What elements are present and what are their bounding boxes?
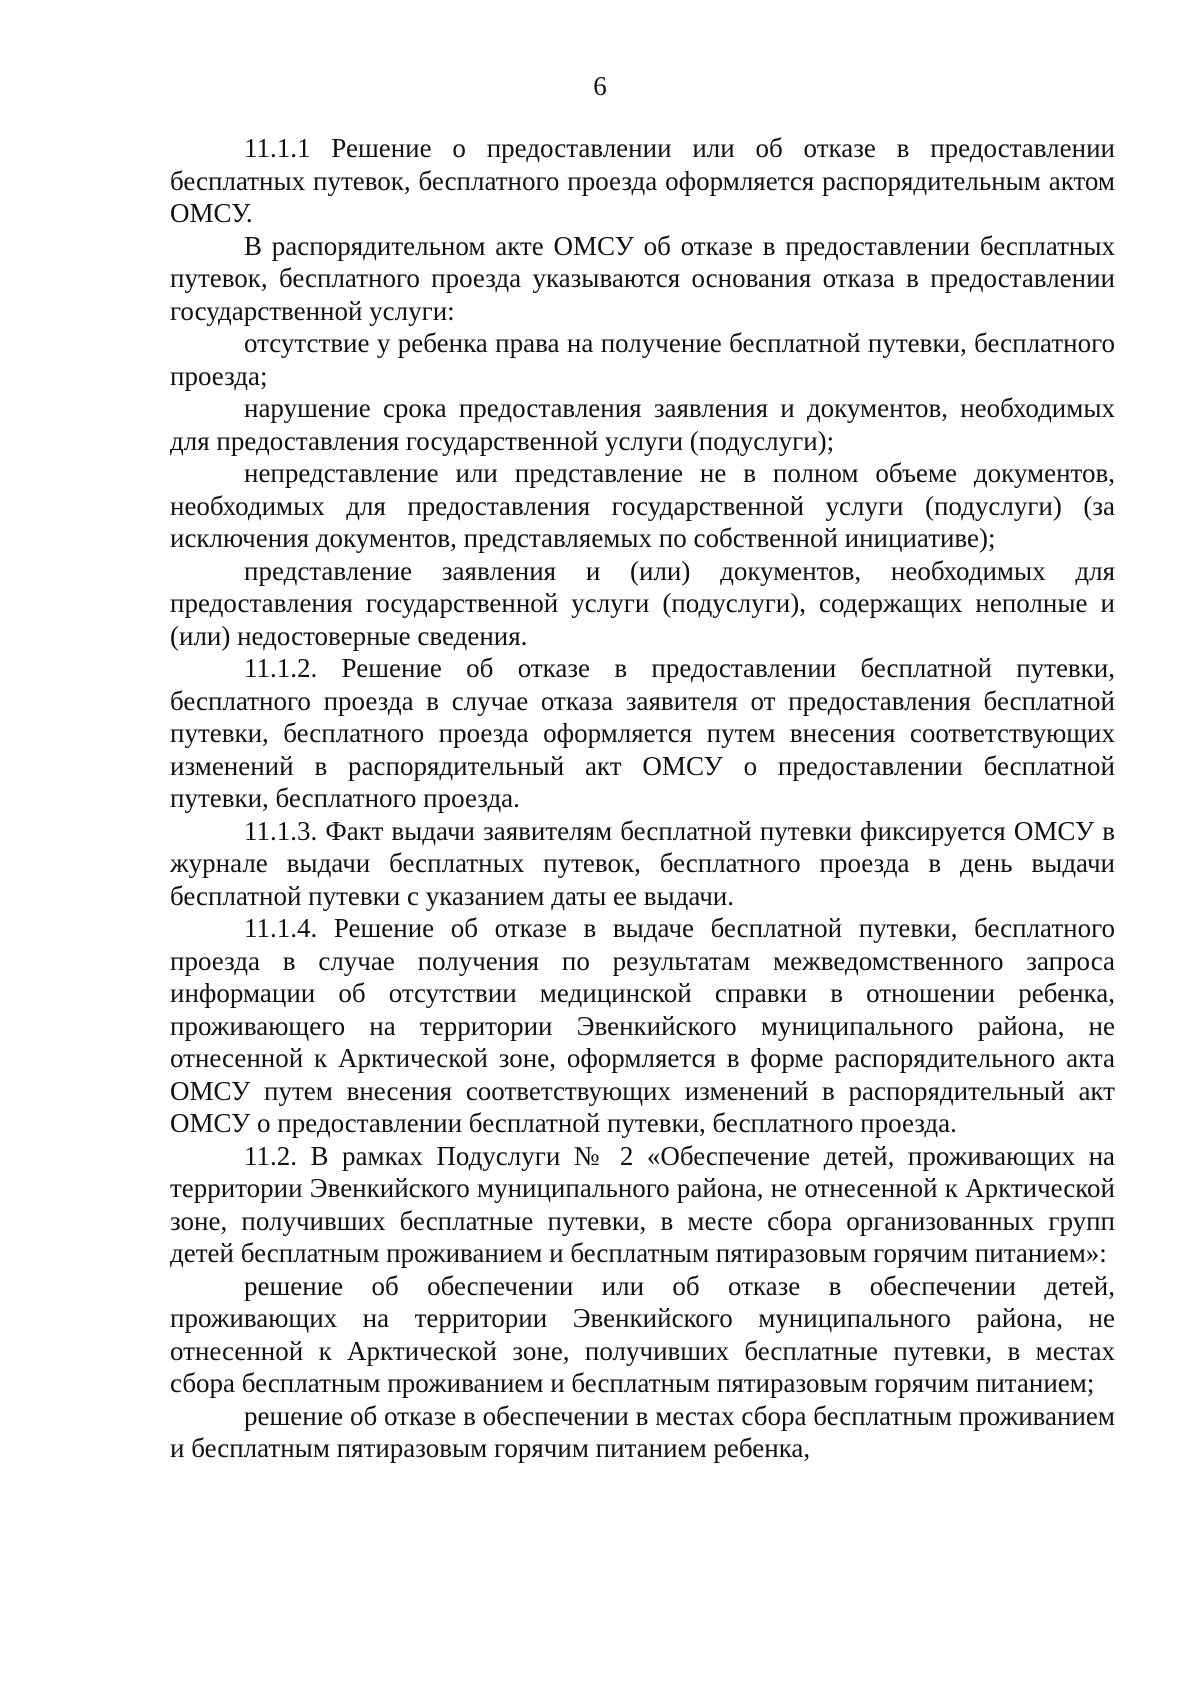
paragraph-no-right: отсутствие у ребенка права на получение бесплатной путевки, бесплатного проезда;	[170, 328, 1115, 391]
paragraph-refusal-decision: решение об отказе в обеспечении в местах сбора бесплатным проживанием и бесплатным пятиразовым горячим питанием ребенка,	[170, 1400, 1115, 1463]
document-body	[170, 132, 1115, 1465]
paragraph-unreliable-information: представление заявления и (или) документов, необходимых для предоставления государственной услуги (подуслуги), содержащих неполные и (или) недостоверные сведения.	[170, 555, 1115, 651]
paragraph-11-1-2: 11.1.2. Решение об отказе в предоставлении бесплатной путевки, бесплатного проезда в случае отказа заявителя от предоставления бесплатной путевки, бесплатного проезда оформляется путем внесения соответствующих изменений в распорядительный акт ОМСУ о предоставлении бесплатной путевки, бесплатного проезда.	[170, 653, 1115, 813]
page-number: 6	[593, 71, 607, 101]
paragraph-11-2: 11.2. В рамках Подуслуги № 2 «Обеспечение детей, проживающих на территории Эвенкийского муниципального района, не отнесенной к Арктической зоне, получивших бесплатные путевки, в месте сбора организованных групп детей бесплатным проживанием и бесплатным пятиразовым горячим питанием»:	[170, 1140, 1115, 1268]
paragraph-refusal-grounds-intro: В распорядительном акте ОМСУ об отказе в предоставлении бесплатных путевок, бесплатного проезда указываются основания отказа в предоставлении государственной услуги:	[170, 230, 1115, 326]
paragraph-11-1-3: 11.1.3. Факт выдачи заявителям бесплатной путевки фиксируется ОМСУ в журнале выдачи бесплатных путевок, бесплатного проезда в день выдачи бесплатной путевки с указанием даты ее выдачи.	[170, 815, 1115, 911]
paragraph-11-1-1: 11.1.1 Решение о предоставлении или об отказе в предоставлении бесплатных путевок, бесплатного проезда оформляется распорядительным актом ОМСУ.	[170, 133, 1115, 228]
paragraph-incomplete-documents: непредставление или представление не в полном объеме документов, необходимых для предоставления государственной услуги (подуслуги) (за исключения документов, представляемых по собственной инициативе);	[170, 458, 1115, 553]
paragraph-deadline-violation: нарушение срока предоставления заявления и документов, необходимых для предоставления государственной услуги (подуслуги);	[170, 393, 1115, 456]
paragraph-11-1-4: 11.1.4. Решение об отказе в выдаче бесплатной путевки, бесплатного проезда в случае получения по результатам межведомственного запроса информации об отсутствии медицинской справки в отношении ребенка, проживающего на территории Эвенкийского муниципального района, не отнесенной к Арктической зоне, оформляется в форме распорядительного акта ОМСУ путем внесения соответствующих изменений в распорядительный акт ОМСУ о предоставлении бесплатной путевки, бесплатного проезда.	[170, 913, 1115, 1138]
paragraph-provision-decision: решение об обеспечении или об отказе в обеспечении детей, проживающих на территории Эвенкийского муниципального района, не отнесенной к Арктической зоне, получивших бесплатные путевки, в местах сбора бесплатным проживанием и бесплатным пятиразовым горячим питанием;	[170, 1270, 1115, 1398]
